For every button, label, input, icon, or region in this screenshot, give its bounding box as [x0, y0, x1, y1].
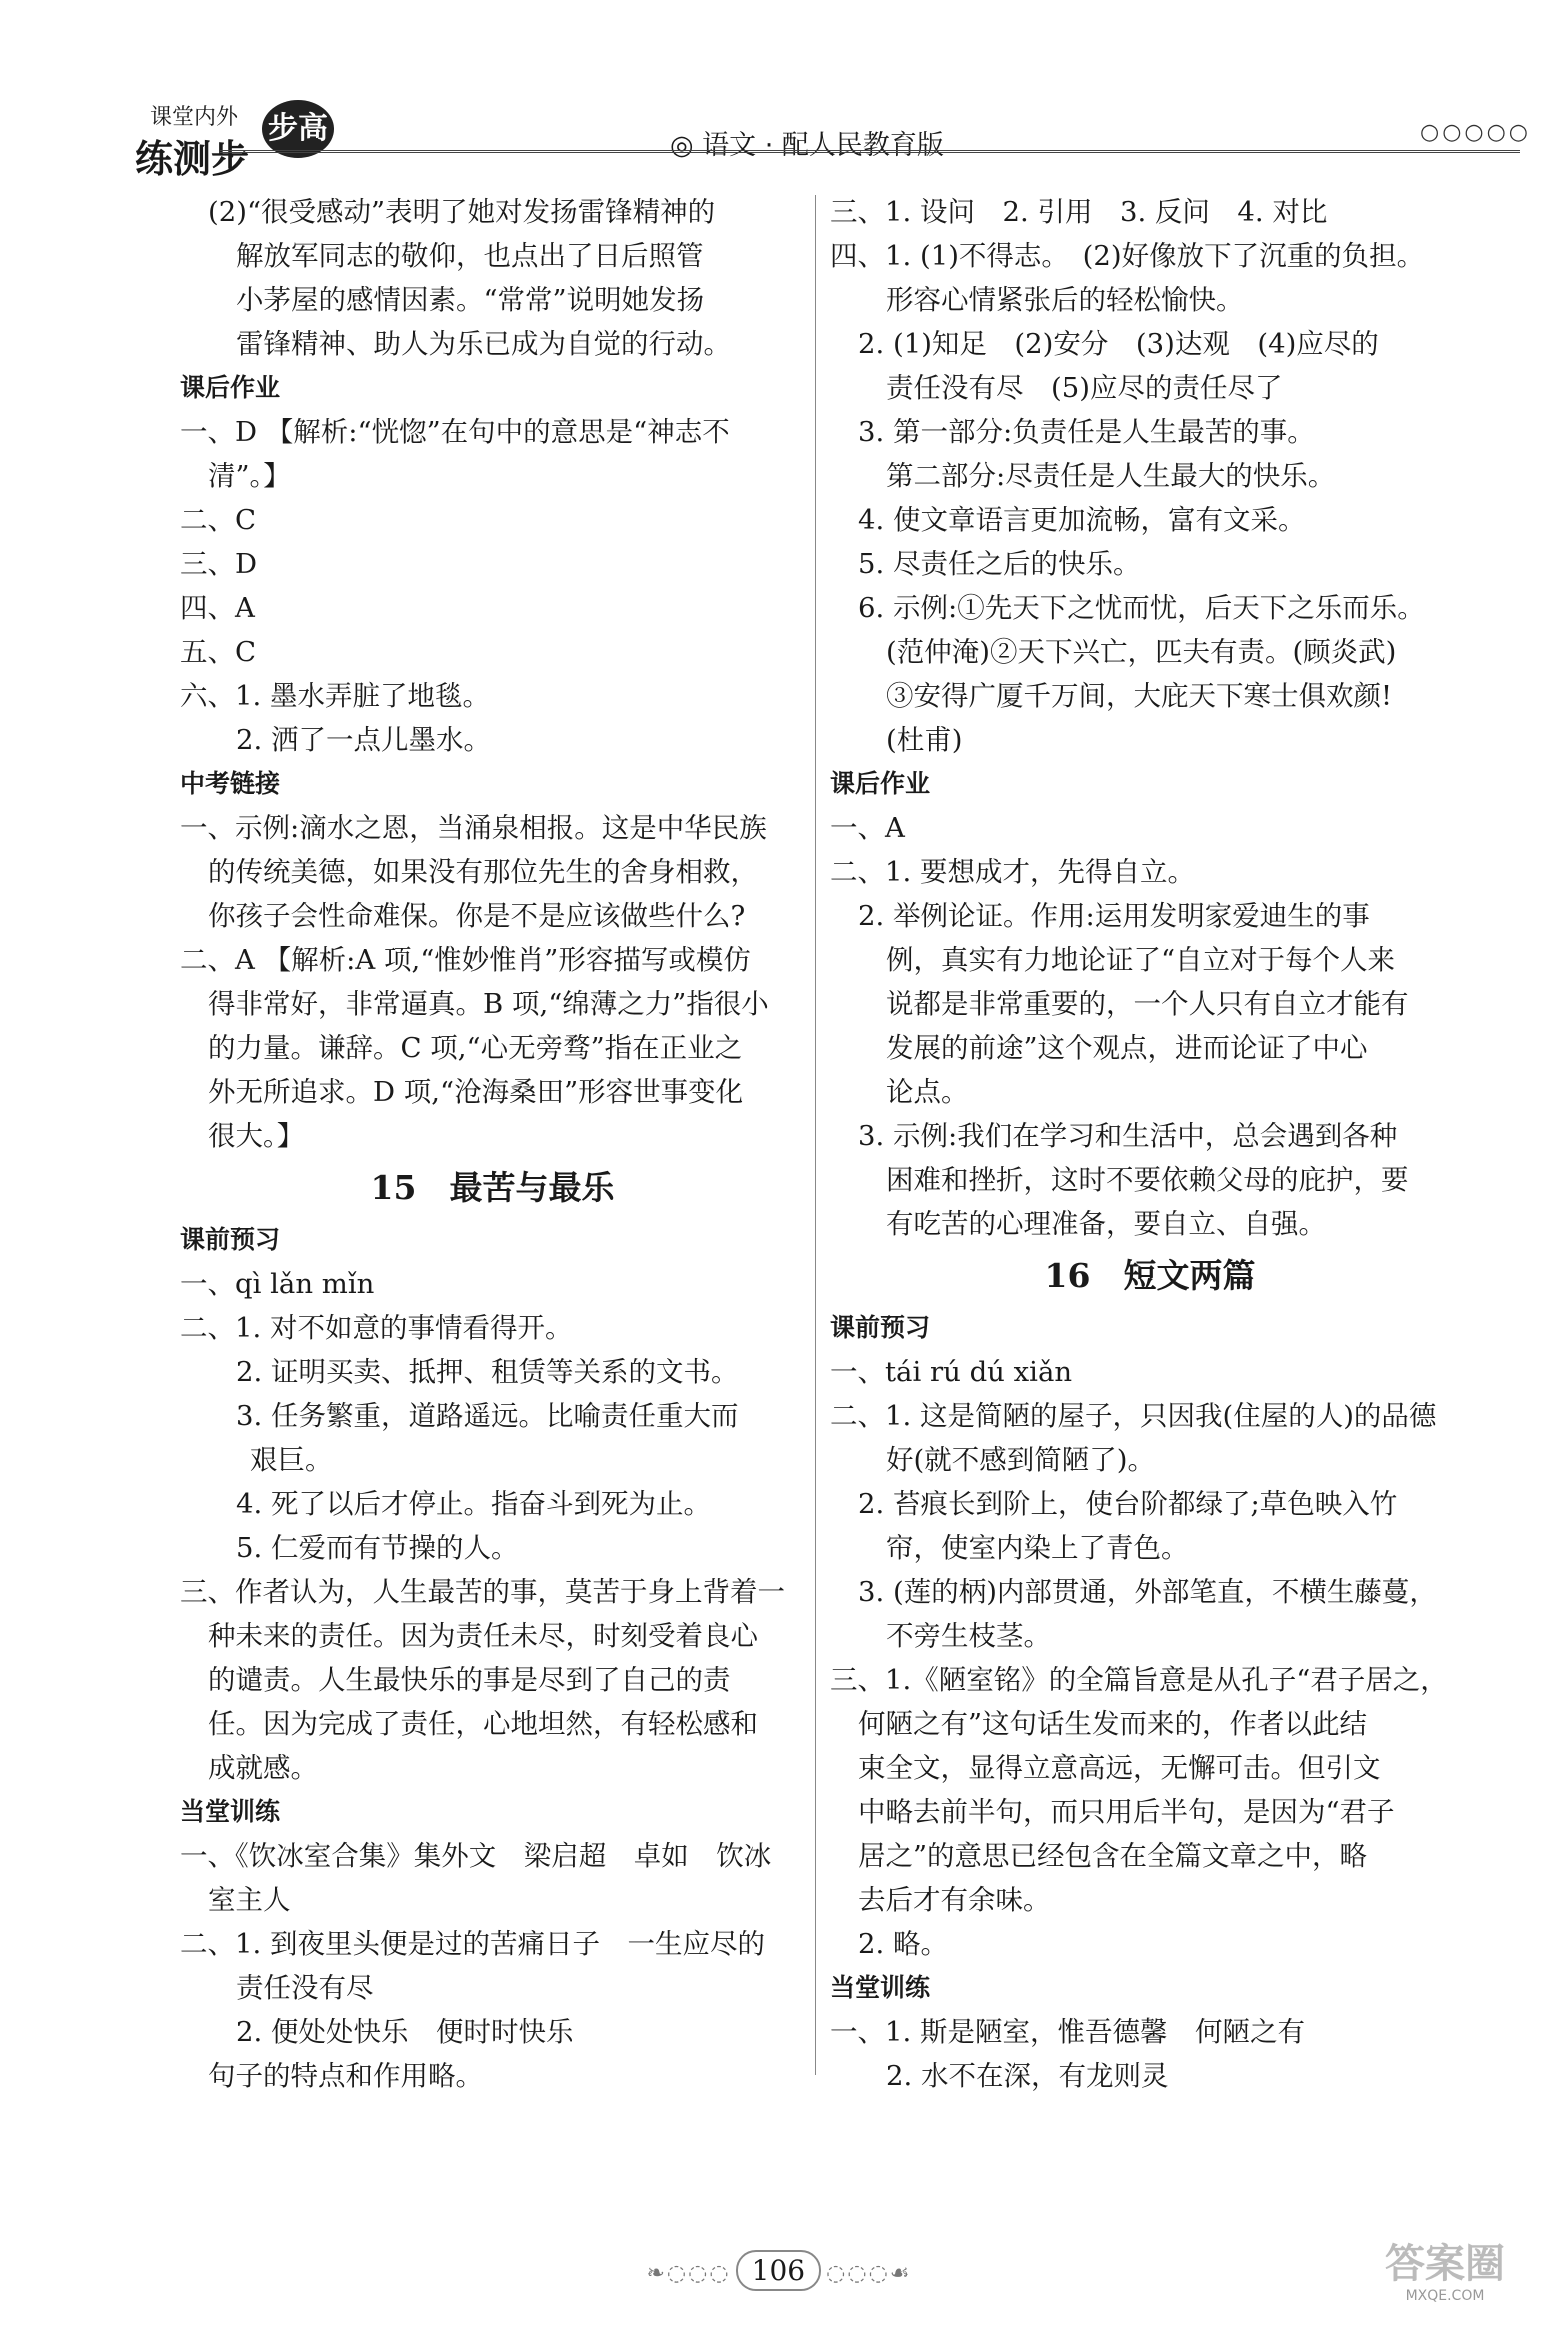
section-heading: 课前预习: [180, 1225, 281, 1254]
text-line: 二、1. 要想成才，先得自立。: [830, 856, 1195, 888]
text-line: 的谴责。人生最快乐的事是尽到了自己的责: [208, 1664, 731, 1696]
text-line: 2. 证明买卖、抵押、租赁等关系的文书。: [236, 1356, 739, 1388]
text-line: 三、1. 设问 2. 引用 3. 反问 4. 对比: [830, 196, 1328, 228]
text-line: 句子的特点和作用略。: [208, 2060, 483, 2092]
text-line: 清”。】: [208, 460, 291, 492]
text-line: 二、1. 到夜里头便是过的苦痛日子 一生应尽的: [180, 1928, 765, 1960]
text-line: 成就感。: [208, 1752, 318, 1784]
text-line: 六、1. 墨水弄脏了地毯。: [180, 680, 490, 712]
text-line: 三、1.《陋室铭》的全篇旨意是从孔子“君子居之，: [830, 1664, 1448, 1696]
text-line: 艰巨。: [250, 1444, 333, 1476]
text-line: 2. (1)知足 (2)安分 (3)达观 (4)应尽的: [858, 328, 1379, 360]
text-line: 三、D: [180, 548, 258, 580]
text-line: 一、tái rú dú xiǎn: [830, 1356, 1073, 1388]
text-line: 5. 仁爱而有节操的人。: [236, 1532, 519, 1564]
text-line: 二、C: [180, 504, 257, 536]
text-line: (2)“很受感动”表明了她对发扬雷锋精神的: [208, 196, 716, 228]
subject-title: ◎ 语文 · 配人民教育版: [670, 130, 944, 161]
text-line: (杜甫): [886, 724, 963, 756]
watermark-main: 答案圈: [1385, 2241, 1505, 2287]
text-line: 种未来的责任。因为责任未尽，时刻受着良心: [208, 1620, 758, 1652]
text-line: 责任没有尽: [236, 1972, 374, 2004]
text-line: 中略去前半句，而只用后半句，是因为“君子: [858, 1796, 1395, 1828]
text-line: 2. 便处处快乐 便时时快乐: [236, 2016, 574, 2048]
text-line: 一、A: [830, 812, 905, 844]
text-line: 雷锋精神、助人为乐已成为自觉的行动。: [236, 328, 731, 360]
column-divider: [815, 195, 816, 2075]
text-line: 形容心情紧张后的轻松愉快。: [886, 284, 1244, 316]
right-column: [830, 190, 1470, 2098]
lesson-title: 16 短文两篇: [1044, 1256, 1256, 1295]
text-line: 居之”的意思已经包含在全篇文章之中，略: [858, 1840, 1368, 1872]
section-heading: 当堂训练: [830, 1973, 931, 2002]
watermark-logo: [1370, 2240, 1520, 2320]
text-line: 困难和挫折，这时不要依赖父母的庇护，要: [886, 1164, 1409, 1196]
text-line: 去后才有余味。: [858, 1884, 1051, 1916]
text-line: 一、D 【解析:“恍惚”在句中的意思是“神志不: [180, 416, 730, 448]
text-line: 3. 示例:我们在学习和生活中，总会遇到各种: [858, 1120, 1398, 1152]
text-line: 很大。】: [208, 1120, 305, 1152]
text-line: 2. 水不在深，有龙则灵: [886, 2060, 1169, 2092]
text-line: 发展的前途”这个观点，进而论证了中心: [886, 1032, 1368, 1064]
text-line: 4. 使文章语言更加流畅，富有文采。: [858, 504, 1306, 536]
text-line: 外无所追求。D 项,“沧海桑田”形容世事变化: [208, 1076, 744, 1108]
text-line: 小茅屋的感情因素。“常常”说明她发扬: [236, 284, 705, 316]
text-line: 2. 举例论证。作用:运用发明家爱迪生的事: [858, 900, 1370, 932]
text-line: 3. (莲的柄)内部贯通，外部笔直，不横生藤蔓，: [858, 1576, 1437, 1608]
text-line: 二、A 【解析:A 项,“惟妙惟肖”形容描写或模仿: [180, 944, 751, 976]
logo-title: 练测步: [135, 137, 250, 181]
section-heading: 课前预习: [830, 1313, 931, 1342]
text-line: 5. 尽责任之后的快乐。: [858, 548, 1141, 580]
text-line: 二、1. 对不如意的事情看得开。: [180, 1312, 573, 1344]
text-line: 2. 洒了一点儿墨水。: [236, 724, 491, 756]
footer-ornament-right: ◌◌◌☙: [826, 2261, 912, 2286]
text-line: 一、示例:滴水之恩，当涌泉相报。这是中华民族: [180, 812, 767, 844]
section-heading: 当堂训练: [180, 1797, 281, 1826]
text-line: 何陋之有”这句话生发而来的，作者以此结: [858, 1708, 1368, 1740]
text-line: 帘，使室内染上了青色。: [886, 1532, 1189, 1564]
text-line: 说都是非常重要的，一个人只有自立才能有: [886, 988, 1409, 1020]
page-footer: [0, 2250, 1558, 2291]
text-line: 四、1. (1)不得志。 (2)好像放下了沉重的负担。: [830, 240, 1425, 272]
text-line: 室主人: [208, 1884, 291, 1916]
left-column: [180, 190, 805, 2098]
footer-ornament-left: ❧◌◌◌: [646, 2261, 731, 2286]
text-line: 的力量。谦辞。C 项,“心无旁骛”指在正业之: [208, 1032, 743, 1064]
logo-caption: 课堂内外: [150, 105, 239, 130]
section-heading: 中考链接: [180, 769, 281, 798]
text-line: 好(就不感到简陋了)。: [886, 1444, 1155, 1476]
watermark-url: MXQE.COM: [1405, 2288, 1485, 2304]
section-heading: 课后作业: [180, 373, 281, 402]
header-rule: [220, 150, 1520, 153]
text-line: 3. 第一部分:负责任是人生最苦的事。: [858, 416, 1315, 448]
text-line: 第二部分:尽责任是人生最大的快乐。: [886, 460, 1336, 492]
text-line: 一、《饮冰室合集》集外文 梁启超 卓如 饮冰: [180, 1840, 772, 1872]
section-heading: 课后作业: [830, 769, 931, 798]
text-line: 2. 苔痕长到阶上，使台阶都绿了;草色映入竹: [858, 1488, 1398, 1520]
text-line: 解放军同志的敬仰，也点出了日后照管: [236, 240, 704, 272]
text-line: 2. 略。: [858, 1928, 948, 1960]
text-line: 例，真实有力地论证了“自立对于每个人来: [886, 944, 1396, 976]
text-line: 任。因为完成了责任，心地坦然，有轻松感和: [208, 1708, 758, 1740]
text-line: 三、作者认为，人生最苦的事，莫苦于身上背着一: [180, 1576, 785, 1608]
lesson-title: 15 最苦与最乐: [370, 1168, 615, 1207]
text-line: 有吃苦的心理准备，要自立、自强。: [886, 1208, 1326, 1240]
text-line: 四、A: [180, 592, 255, 624]
text-line: 3. 任务繁重，道路遥远。比喻责任重大而: [236, 1400, 739, 1432]
text-line: ③安得广厦千万间，大庇天下寒士俱欢颜!: [886, 680, 1393, 712]
text-line: 一、qì lǎn mǐn: [180, 1268, 375, 1300]
text-line: 得非常好，非常逼真。B 项,“绵薄之力”指很小: [208, 988, 769, 1020]
page-header: [0, 0, 1558, 181]
text-line: 6. 示例:①先天下之忧而忧，后天下之乐而乐。: [858, 592, 1425, 624]
text-line: 束全文，显得立意高远，无懈可击。但引文: [858, 1752, 1381, 1784]
text-line: 的传统美德，如果没有那位先生的舍身相救，: [208, 856, 758, 888]
text-line: 五、C: [180, 636, 257, 668]
text-line: 4. 死了以后才停止。指奋斗到死为止。: [236, 1488, 711, 1520]
text-line: 不旁生枝茎。: [886, 1620, 1051, 1652]
text-line: 二、1. 这是简陋的屋子，只因我(住屋的人)的品德: [830, 1400, 1437, 1432]
header-dots: ○○○○○: [1420, 120, 1531, 145]
text-line: 一、1. 斯是陋室，惟吾德馨 何陋之有: [830, 2016, 1305, 2048]
text-line: 责任没有尽 (5)应尽的责任尽了: [886, 372, 1283, 404]
text-line: (范仲淹)②天下兴亡，匹夫有责。(顾炎武): [886, 636, 1397, 668]
text-line: 论点。: [886, 1076, 969, 1108]
page-number: 106: [736, 2250, 821, 2291]
text-line: 你孩子会性命难保。你是不是应该做些什么?: [208, 900, 746, 932]
logo-badge: 步高: [262, 100, 334, 158]
